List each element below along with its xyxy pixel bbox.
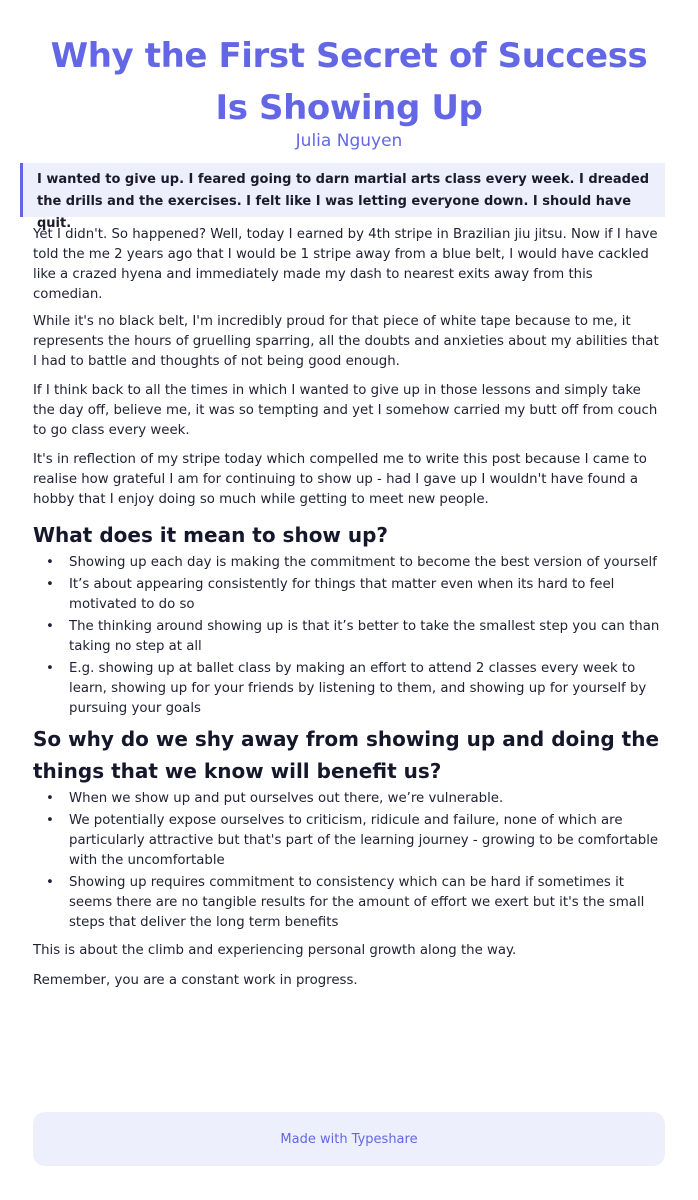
bullet-icon: • bbox=[46, 619, 54, 634]
pull-quote: I wanted to give up. I feared going to darn martial arts class every week. I dreaded the drills and the exercises. I felt like I was letting everyone down. I should have quit. bbox=[20, 163, 665, 217]
list-item bbox=[33, 811, 665, 871]
paragraph: While it's no black belt, I'm incredibly proud for that piece of white tape because to me, it represents the hours of gruelling sparring, all the doubts and anxieties about my abilities that I had to battle and thoughts of not being good enough. bbox=[33, 314, 659, 369]
paragraph: It's in reflection of my stripe today which compelled me to write this post because I came to realise how grateful I am for continuing to show up - had I gave up I wouldn't have found a hobby that I enjoy doing so much while getting to meet new people. bbox=[33, 452, 647, 507]
bullet-icon: • bbox=[46, 875, 54, 890]
list-item-text: E.g. showing up at ballet class by making an effort to attend 2 classes every week to learn, showing up for your friends by listening to them, and showing up for yourself by pursuing your goals bbox=[69, 661, 647, 716]
bullet-list bbox=[33, 789, 665, 933]
list-item-text: Showing up each day is making the commitment to become the best version of yourself bbox=[69, 555, 657, 570]
paragraph: Remember, you are a constant work in progress. bbox=[33, 973, 358, 988]
list-item-text: The thinking around showing up is that it’s better to take the smallest step you can than taking no step at all bbox=[69, 619, 660, 654]
list-item bbox=[33, 617, 665, 657]
article-body bbox=[33, 225, 665, 998]
list-item bbox=[33, 553, 665, 573]
bullet-icon: • bbox=[46, 555, 54, 570]
bullet-icon: • bbox=[46, 813, 54, 828]
list-item bbox=[33, 575, 665, 615]
list-item-text: When we show up and put ourselves out there, we’re vulnerable. bbox=[69, 791, 504, 806]
article-author: Julia Nguyen bbox=[295, 131, 403, 151]
list-item-text: Showing up requires commitment to consistency which can be hard if sometimes it seems there are no tangible results for the amount of effort we exert but it's the small steps that deliver the long term benefits bbox=[69, 875, 645, 930]
list-item bbox=[33, 789, 665, 809]
paragraph: This is about the climb and experiencing personal growth along the way. bbox=[33, 943, 517, 958]
bullet-icon: • bbox=[46, 661, 54, 676]
list-item bbox=[33, 873, 665, 933]
bullet-icon: • bbox=[46, 577, 54, 592]
bullet-list bbox=[33, 553, 665, 719]
made-with-typeshare-link[interactable] bbox=[33, 1112, 665, 1166]
footer-label: Made with Typeshare bbox=[280, 1131, 418, 1147]
list-item-text: We potentially expose ourselves to criticism, ridicule and failure, none of which are particularly attractive but that's part of the learning journey - growing to be comfortable with the uncomfortable bbox=[69, 813, 659, 868]
list-item bbox=[33, 659, 665, 719]
bullet-icon: • bbox=[46, 791, 54, 806]
section-heading: What does it mean to show up? bbox=[33, 523, 389, 547]
article-title: Why the First Secret of Success Is Showing Up bbox=[50, 36, 648, 128]
list-item-text: It’s about appearing consistently for things that matter even when its hard to feel motivated to do so bbox=[69, 577, 615, 612]
paragraph: If I think back to all the times in which I wanted to give up in those lessons and simply take the day off, believe me, it was so tempting and yet I somehow carried my butt off from couch to go class every week. bbox=[33, 383, 658, 438]
section-heading: So why do we shy away from showing up and doing the things that we know will benefit us? bbox=[33, 727, 660, 783]
paragraph: Yet I didn't. So happened? Well, today I earned by 4th stripe in Brazilian jiu jitsu. Now if I have told the me 2 years ago that I would be 1 stripe away from a blue belt, I would have cackled like a crazed hyena and immediately made my dash to nearest exits away from this comedian. bbox=[33, 227, 658, 302]
